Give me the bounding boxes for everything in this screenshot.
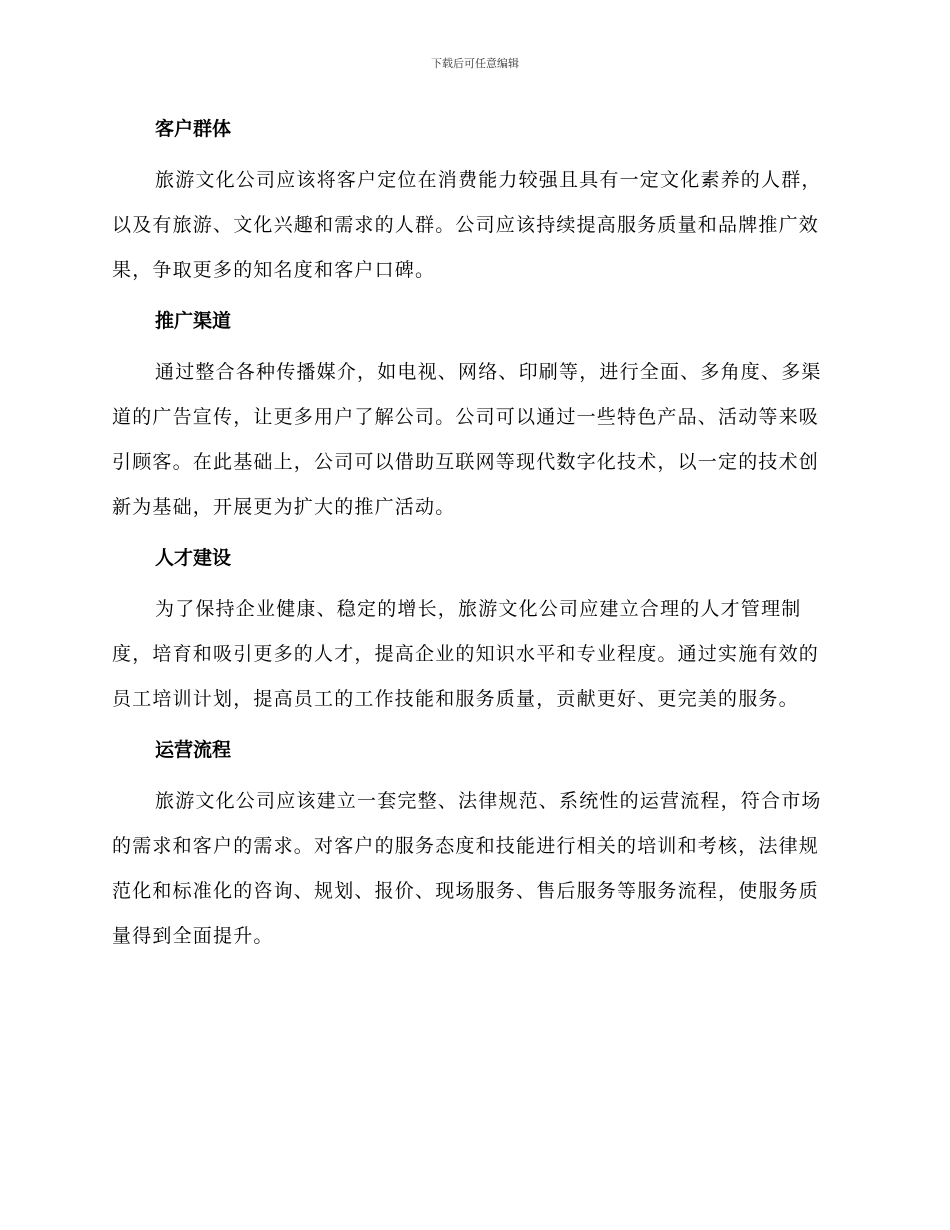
section-paragraph: 旅游文化公司应该将客户定位在消费能力较强且具有一定文化素养的人群，以及有旅游、文化兴趣和需求的人群。公司应该持续提高服务质量和品牌推广效果，争取更多的知名度和客户口碑。 (112, 169, 822, 281)
section-talent-building (112, 543, 832, 722)
section-paragraph: 旅游文化公司应该建立一套完整、法律规范、系统性的运营流程，符合市场的需求和客户的需求。对客户的服务态度和技能进行相关的培训和考核，法律规范化和标准化的咨询、规划、报价、现场服务、售后服务等服务流程，使服务质量得到全面提升。 (112, 790, 822, 947)
section-customer-group (112, 114, 832, 293)
section-heading: 推广渠道 (155, 310, 232, 332)
section-heading: 客户群体 (155, 118, 232, 140)
document-body (112, 114, 832, 972)
section-paragraph: 通过整合各种传播媒介，如电视、网络、印刷等，进行全面、多角度、多渠道的广告宣传，让更多用户了解公司。公司可以通过一些特色产品、活动等来吸引顾客。在此基础上，公司可以借助互联网等现代数字化技术，以一定的技术创新为基础，开展更为扩大的推广活动。 (112, 361, 822, 518)
section-heading: 人才建设 (155, 547, 232, 569)
section-heading: 运营流程 (155, 739, 232, 761)
section-operation-process (112, 735, 832, 959)
header-note: 下载后可任意编辑 (431, 57, 519, 70)
section-promotion-channels (112, 306, 832, 530)
section-paragraph: 为了保持企业健康、稳定的增长，旅游文化公司应建立合理的人才管理制度，培育和吸引更多的人才，提高企业的知识水平和专业程度。通过实施有效的员工培训计划，提高员工的工作技能和服务质量，贡献更好、更完美的服务。 (112, 598, 820, 710)
